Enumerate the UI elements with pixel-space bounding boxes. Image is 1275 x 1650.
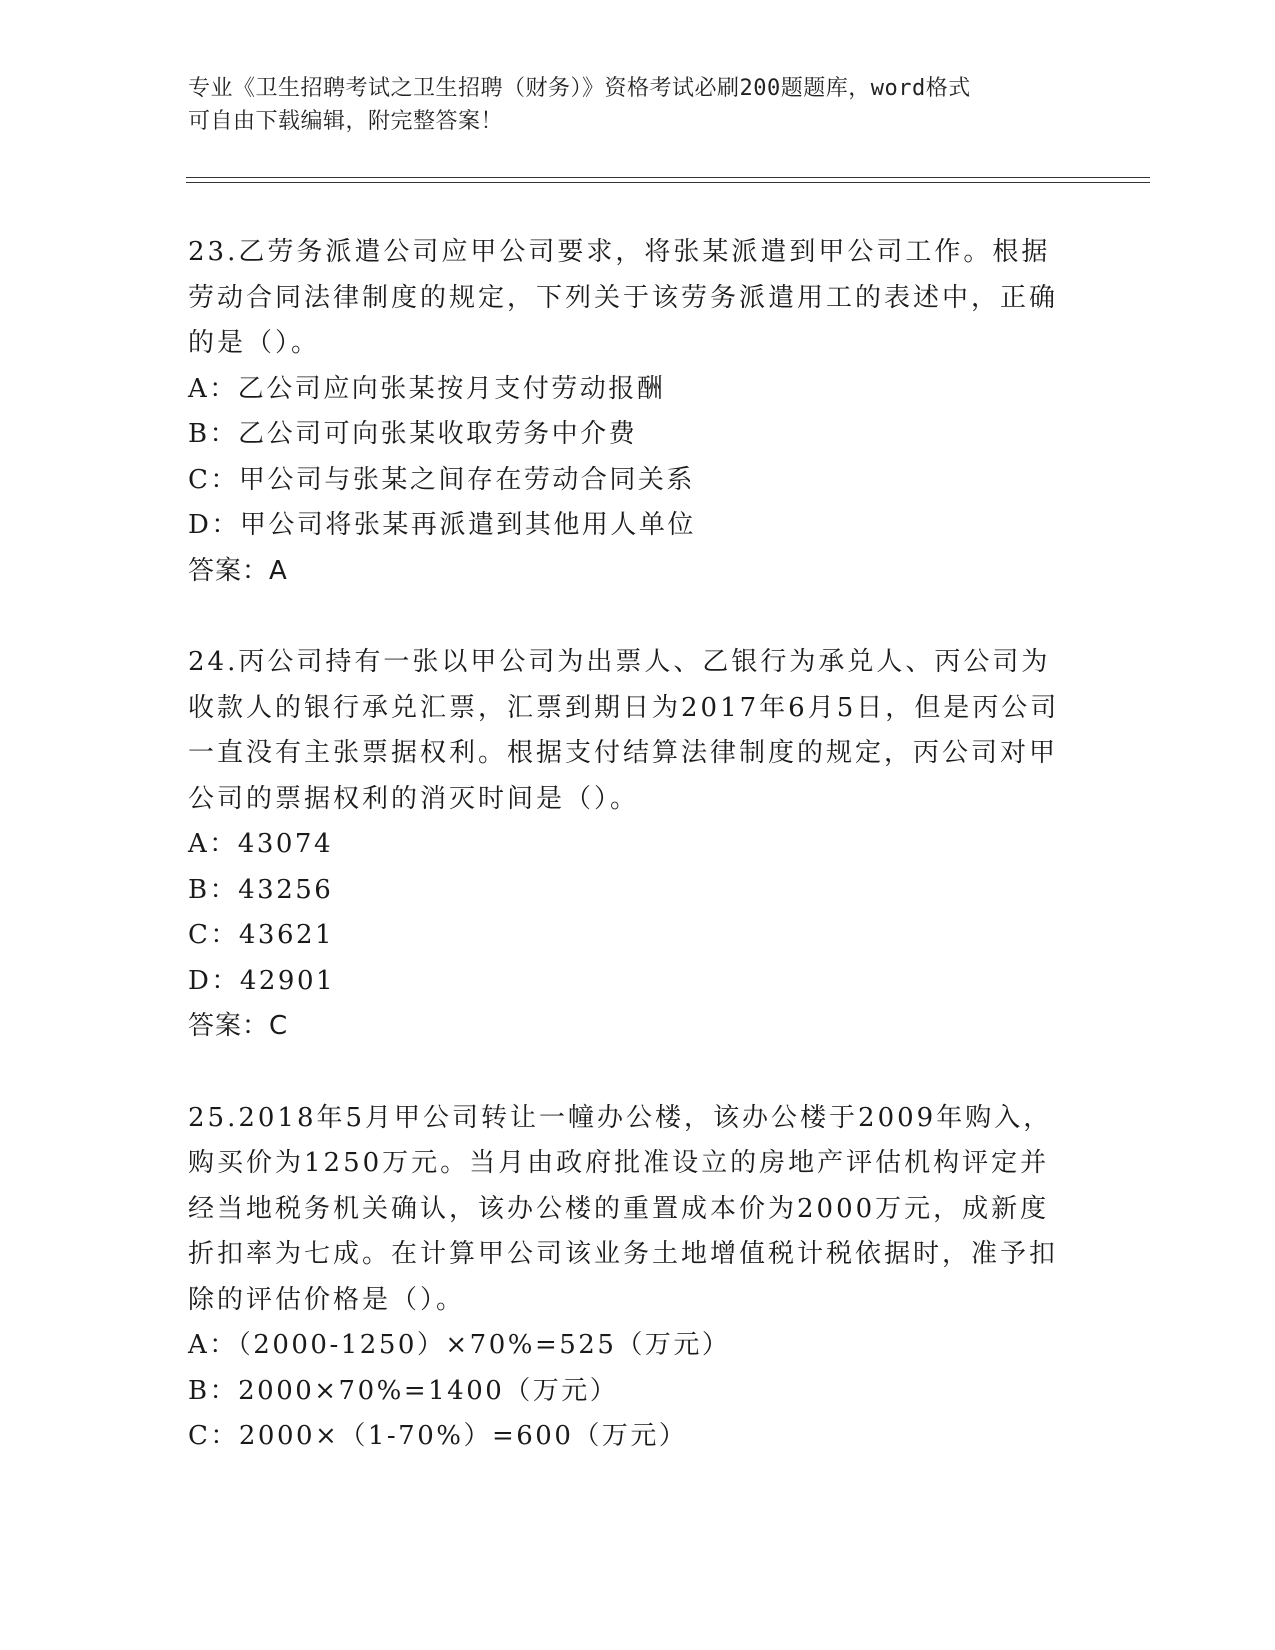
- question-23: [188, 230, 1068, 594]
- option-b: B：43256: [188, 874, 334, 905]
- option-c: C：甲公司与张某之间存在劳动合同关系: [188, 464, 695, 495]
- option-b: B：乙公司可向张某收取劳务中介费: [188, 419, 638, 449]
- question-stem: 24.丙公司持有一张以甲公司为出票人、乙银行为承兑人、丙公司为收款人的银行承兑汇票，汇票到期日为2017年6月5日，但是丙公司一直没有主张票据权利。根据支付结算法律制度的规定，丙公司对甲公司的票据权利的消灭时间是（）。: [188, 647, 1060, 814]
- question-list: [188, 230, 1068, 1506]
- question-24: [188, 640, 1068, 1050]
- option-c: C：2000×（1-70%）=600（万元）: [188, 1421, 688, 1451]
- answer-label: 答案：A: [188, 555, 288, 586]
- option-c: C：43621: [188, 920, 335, 950]
- question-stem: 23.乙劳务派遣公司应甲公司要求，将张某派遣到甲公司工作。根据劳动合同法律制度的规定，下列关于该劳务派遣用工的表述中，正确的是（）。: [188, 237, 1059, 358]
- document-header: [188, 72, 1088, 138]
- question-25: [188, 1096, 1068, 1460]
- header-line-1: 专业《卫生招聘考试之卫生招聘（财务）》资格考试必刷200题题库，word格式: [188, 76, 971, 101]
- header-divider-top: [186, 177, 1150, 178]
- option-a: A：43074: [188, 829, 333, 859]
- option-a: A：（2000-1250）×70%=525（万元）: [188, 1330, 731, 1360]
- option-d: D：42901: [188, 965, 336, 996]
- header-line-2: 可自由下载编辑，附完整答案！: [188, 109, 504, 134]
- question-stem: 25.2018年5月甲公司转让一幢办公楼，该办公楼于2009年购入，购买价为1250万元。当月由政府批准设立的房地产评估机构评定并经当地税务机关确认，该办公楼的重置成本价为2000万元，成新度折扣率为七成。在计算甲公司该业务土地增值税计税依据时，准予扣除的评估价格是（）。: [188, 1102, 1059, 1315]
- option-a: A：乙公司应向张某按月支付劳动报酬: [188, 373, 666, 404]
- answer-label: 答案：C: [188, 1011, 289, 1041]
- option-d: D：甲公司将张某再派遣到其他用人单位: [188, 510, 696, 540]
- option-b: B：2000×70%=1400（万元）: [188, 1375, 619, 1406]
- header-divider-bottom: [186, 182, 1150, 183]
